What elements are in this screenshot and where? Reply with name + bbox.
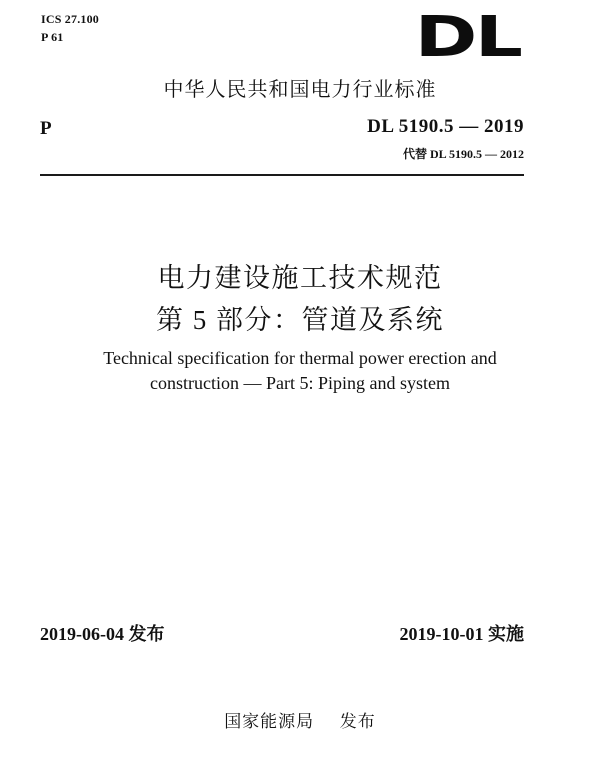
title-chinese-line-1: 电力建设施工技术规范 (157, 263, 443, 293)
title-english-line-1: Technical specification for thermal power erection and (103, 348, 497, 368)
standard-number: DL 5190.5 — 2019 (367, 116, 524, 137)
title-chinese-line-2: 第 5 部分：管道及系统 (156, 305, 444, 335)
ics-code: ICS 27.100 (41, 12, 100, 26)
industry-standard-title: 中华人民共和国电力行业标准 (163, 77, 437, 101)
classification-code: P (40, 118, 52, 139)
dl-logo: DL (414, 5, 520, 70)
publish-date: 2019-06-04 发布 (40, 624, 165, 644)
title-english-line-2: construction — Part 5: Piping and system (150, 373, 450, 393)
issuing-authority: 国家能源局 发布 (224, 712, 376, 732)
replaces-standard: 代替 DL 5190.5 — 2012 (402, 147, 524, 161)
p-code: P 61 (41, 30, 64, 44)
header-divider (40, 174, 524, 176)
implementation-date: 2019-10-01 实施 (399, 624, 524, 644)
